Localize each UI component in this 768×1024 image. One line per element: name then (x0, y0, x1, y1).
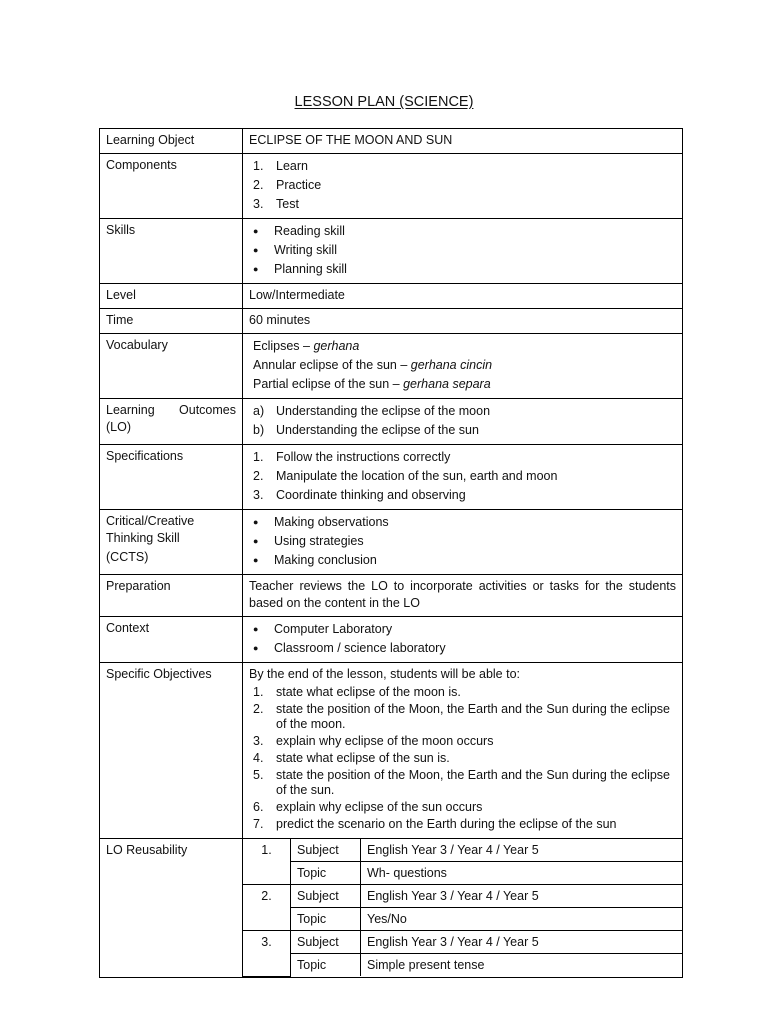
list-text: Test (276, 197, 299, 211)
topic-key: Topic (291, 862, 361, 885)
list-item (249, 241, 676, 260)
list-item (249, 157, 676, 176)
vocab-item (249, 337, 676, 356)
bullet-icon: ● (253, 624, 259, 634)
list-marker: 1. (253, 685, 264, 699)
list-item (249, 768, 676, 798)
row-learning-outcomes (100, 399, 683, 445)
row-components (100, 154, 683, 219)
vocab-term: Annular eclipse of the sun – (253, 358, 411, 372)
topic-key: Topic (291, 954, 361, 977)
list-item (249, 467, 676, 486)
vocab-item (249, 375, 676, 394)
subject-value: English Year 3 / Year 4 / Year 5 (361, 931, 683, 954)
row-context (100, 617, 683, 663)
list-text: Follow the instructions correctly (276, 450, 451, 464)
row-label: Components (100, 154, 243, 219)
row-value (243, 617, 683, 663)
list-item (249, 513, 676, 532)
row-vocabulary (100, 334, 683, 399)
list-text: state the position of the Moon, the Earth and the Sun during the eclipse of the sun. (276, 768, 671, 797)
list-item (249, 421, 676, 440)
bullet-icon: ● (253, 245, 259, 255)
table-row (243, 954, 682, 977)
list-item (249, 448, 676, 467)
row-label: Learning Object (100, 129, 243, 154)
list-item (249, 486, 676, 505)
subject-key: Subject (291, 931, 361, 954)
label-part: (LO) (106, 420, 131, 434)
entry-number: 3. (243, 931, 291, 977)
topic-value: Wh- questions (361, 862, 683, 885)
list-marker: 3. (253, 488, 264, 502)
list-marker: 3. (253, 734, 264, 748)
list-item (249, 551, 676, 570)
list-text: state the position of the Moon, the Earth and the Sun during the eclipse of the moon. (276, 702, 671, 731)
list-marker: 2. (253, 702, 264, 716)
list-item (249, 702, 676, 732)
vocab-term: Partial eclipse of the sun – (253, 377, 404, 391)
subject-value: English Year 3 / Year 4 / Year 5 (361, 885, 683, 908)
row-value: Low/Intermediate (243, 284, 683, 309)
list-item (249, 532, 676, 551)
list-item (249, 222, 676, 241)
list-item (249, 195, 676, 214)
list-text: Writing skill (274, 243, 337, 257)
entry-number: 2. (243, 885, 291, 931)
list-item (249, 817, 676, 832)
list-text: explain why eclipse of the sun occurs (276, 800, 483, 814)
list-item (249, 402, 676, 421)
row-learning-object (100, 129, 683, 154)
list-text: state what eclipse of the sun is. (276, 751, 450, 765)
list-text: Planning skill (274, 262, 347, 276)
row-value (243, 663, 683, 839)
list-text: Making observations (274, 515, 389, 529)
bullet-icon: ● (253, 226, 259, 236)
row-value (243, 445, 683, 510)
list-marker: 3. (253, 197, 264, 211)
list-text: Learn (276, 159, 308, 173)
table-row (243, 908, 682, 931)
label-part: Critical/Creative (106, 514, 195, 528)
list-item (249, 685, 676, 700)
row-value (243, 399, 683, 445)
label-part: Outcomes (179, 403, 236, 417)
row-label: Specific Objectives (100, 663, 243, 839)
table-row (243, 839, 682, 862)
row-value (243, 219, 683, 284)
list-marker: 7. (253, 817, 264, 831)
bullet-icon: ● (253, 555, 259, 565)
row-label: Specifications (100, 445, 243, 510)
subject-value: English Year 3 / Year 4 / Year 5 (361, 839, 683, 862)
row-label: Vocabulary (100, 334, 243, 399)
label-part: (CCTS) (106, 550, 149, 564)
topic-value: Simple present tense (361, 954, 683, 977)
reusability-table (243, 839, 682, 977)
list-text: predict the scenario on the Earth during the eclipse of the sun (276, 817, 617, 831)
row-label (100, 399, 243, 445)
list-item (249, 751, 676, 766)
list-text: Classroom / science laboratory (274, 641, 446, 655)
topic-value: Yes/No (361, 908, 683, 931)
row-label: Time (100, 309, 243, 334)
table-row (243, 862, 682, 885)
vocab-translation: gerhana separa (403, 377, 491, 391)
list-marker: 5. (253, 768, 264, 782)
row-value (243, 839, 683, 978)
list-text: state what eclipse of the moon is. (276, 685, 461, 699)
list-marker: b) (253, 423, 265, 437)
lesson-plan-table (99, 128, 683, 978)
list-text: Understanding the eclipse of the sun (276, 423, 479, 437)
list-text: Reading skill (274, 224, 345, 238)
list-item (249, 800, 676, 815)
list-item (249, 176, 676, 195)
subject-key: Subject (291, 839, 361, 862)
row-level (100, 284, 683, 309)
row-label (100, 510, 243, 575)
objectives-intro: By the end of the lesson, students will be able to: (249, 667, 521, 681)
list-text: Coordinate thinking and observing (276, 488, 466, 502)
row-value (243, 510, 683, 575)
row-label: Level (100, 284, 243, 309)
list-text: Understanding the eclipse of the moon (276, 404, 491, 418)
row-label: Skills (100, 219, 243, 284)
row-label: Preparation (100, 575, 243, 617)
table-row (243, 885, 682, 908)
vocab-term: Eclipses – (253, 339, 314, 353)
title-text: LESSON PLAN (SCIENCE) (294, 94, 474, 110)
row-value: Teacher reviews the LO to incorporate activities or tasks for the students based on the content in the LO (243, 575, 683, 617)
list-text: explain why eclipse of the moon occurs (276, 734, 494, 748)
list-text: Computer Laboratory (274, 622, 393, 636)
list-marker: 4. (253, 751, 264, 765)
row-specifications (100, 445, 683, 510)
vocab-item (249, 356, 676, 375)
label-part: Thinking Skill (106, 531, 180, 545)
row-value: 60 minutes (243, 309, 683, 334)
row-time (100, 309, 683, 334)
list-marker: 1. (253, 159, 264, 173)
list-marker: 2. (253, 469, 264, 483)
list-item (249, 734, 676, 749)
bullet-icon: ● (253, 264, 259, 274)
row-ccts (100, 510, 683, 575)
row-preparation (100, 575, 683, 617)
label-part: Learning (106, 403, 155, 417)
list-marker: 6. (253, 800, 264, 814)
row-lo-reusability (100, 839, 683, 978)
page-title (0, 94, 768, 110)
list-text: Using strategies (274, 534, 364, 548)
topic-key: Topic (291, 908, 361, 931)
row-value (243, 334, 683, 399)
row-specific-objectives (100, 663, 683, 839)
row-value: ECLIPSE OF THE MOON AND SUN (243, 129, 683, 154)
bullet-icon: ● (253, 643, 259, 653)
table-row (243, 931, 682, 954)
row-label: Context (100, 617, 243, 663)
row-value (243, 154, 683, 219)
list-text: Making conclusion (274, 553, 377, 567)
entry-number: 1. (243, 839, 291, 885)
bullet-icon: ● (253, 517, 259, 527)
vocab-translation: gerhana (313, 339, 360, 353)
subject-key: Subject (291, 885, 361, 908)
bullet-icon: ● (253, 536, 259, 546)
list-marker: a) (253, 404, 265, 418)
list-text: Manipulate the location of the sun, earth and moon (276, 469, 558, 483)
list-item (249, 260, 676, 279)
list-text: Practice (276, 178, 322, 192)
row-skills (100, 219, 683, 284)
list-marker: 2. (253, 178, 264, 192)
row-label: LO Reusability (100, 839, 243, 978)
list-item (249, 620, 676, 639)
list-item (249, 639, 676, 658)
vocab-translation: gerhana cincin (410, 358, 493, 372)
list-marker: 1. (253, 450, 264, 464)
